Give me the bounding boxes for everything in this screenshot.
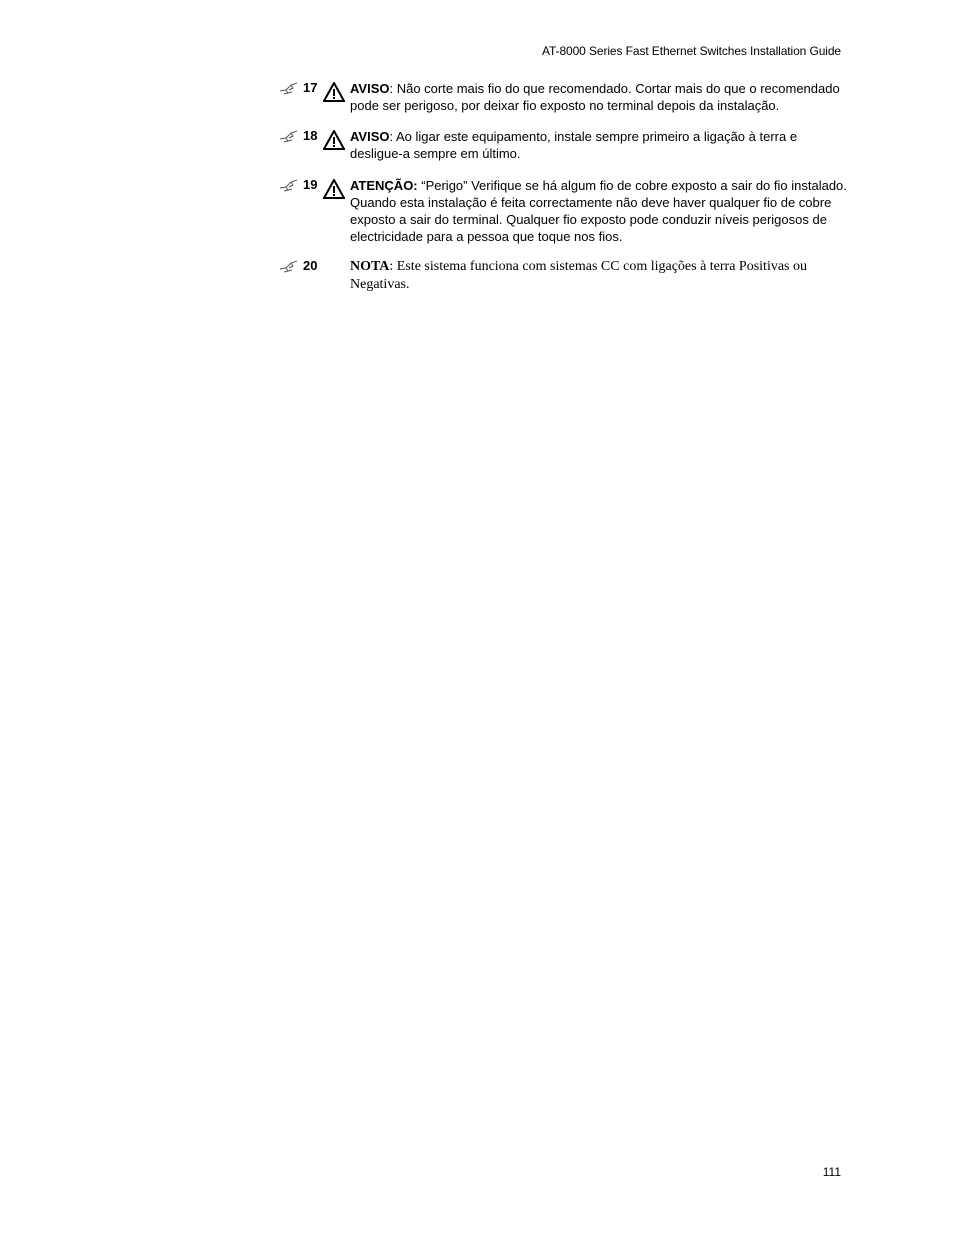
warning-triangle-icon: [323, 179, 345, 199]
page-number: 111: [822, 1165, 841, 1179]
entry-body: “Perigo” Verifique se há algum fio de cobre exposto a sair do fio instalado. Quando esta instalação é feita correctamente não deve haver qualquer fio de cobre exposto a sair do terminal. Qualquer fio exposto pode conduzir níveis perigosos de electricidade para a pessoa que toque nos fios.: [350, 178, 847, 244]
entry-number: 19: [303, 177, 318, 192]
pointing-hand-icon: [279, 259, 299, 273]
entry-text: [350, 128, 847, 162]
entry-body: : Este sistema funciona com sistemas CC com ligações à terra Positivas ou Negativas.: [350, 259, 808, 292]
entry-lead: ATENÇÃO:: [350, 178, 418, 193]
entry-text: [350, 177, 847, 245]
warning-triangle-icon: [323, 130, 345, 150]
entry-number: 18: [303, 128, 318, 143]
warning-triangle-icon: [323, 82, 345, 102]
entry-lead: AVISO: [350, 129, 390, 144]
pointing-hand-icon: [279, 178, 299, 192]
entry-number: 17: [303, 80, 318, 95]
running-header: AT-8000 Series Fast Ethernet Switches Installation Guide: [541, 44, 841, 58]
pointing-hand-icon: [279, 129, 299, 143]
entry-text: [350, 258, 847, 294]
entry-number: 20: [303, 258, 318, 273]
entry-text: [350, 80, 847, 114]
entry-lead: NOTA: [350, 259, 390, 274]
entry-lead: AVISO: [350, 81, 390, 96]
entry-body: : Ao ligar este equipamento, instale sempre primeiro a ligação à terra e desligue-a sempre em último.: [350, 129, 798, 161]
entry-body: : Não corte mais fio do que recomendado. Cortar mais do que o recomendado pode ser perigoso, por deixar fio exposto no terminal depois da instalação.: [350, 81, 840, 113]
pointing-hand-icon: [279, 81, 299, 95]
